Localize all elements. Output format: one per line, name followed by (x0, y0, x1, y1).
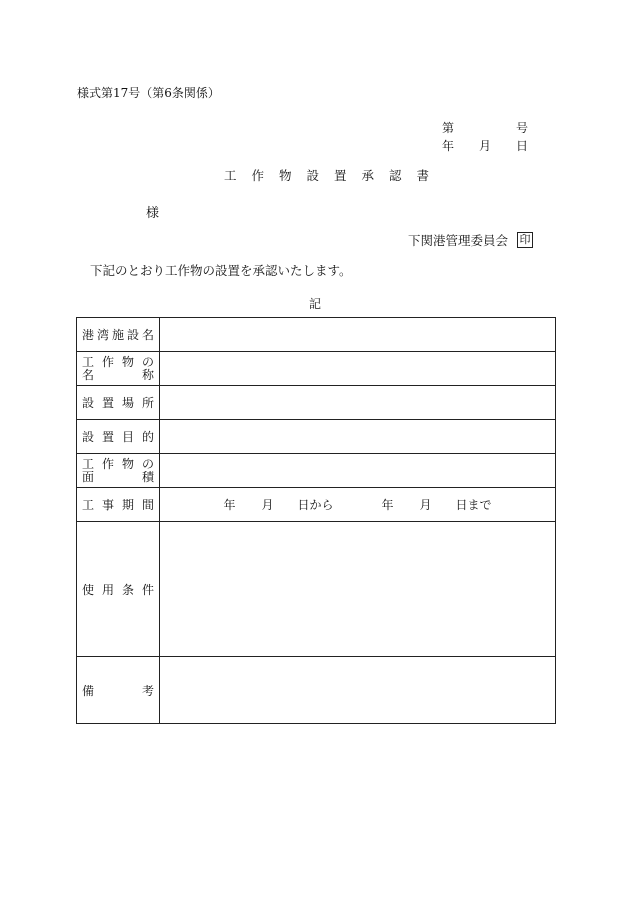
table-row-period (77, 488, 556, 522)
period-year-1: 年 (223, 498, 236, 512)
label-char: 置 (101, 430, 114, 444)
label-cell (77, 522, 160, 657)
label-period (77, 496, 159, 513)
label-char: 事 (101, 498, 114, 512)
document-title: 工作物設置承認書 (224, 168, 445, 183)
label-cell (77, 657, 160, 724)
date-day: 日 (515, 139, 528, 153)
label-char: の (141, 456, 154, 471)
label-char: 的 (141, 430, 154, 444)
label-char: 設 (126, 328, 139, 342)
value-purpose[interactable] (160, 420, 556, 454)
label-char: 期 (121, 498, 134, 512)
label-cell (77, 318, 160, 352)
value-location[interactable] (160, 386, 556, 420)
label-conditions (77, 581, 159, 598)
period-until: 日まで (455, 498, 492, 512)
value-conditions[interactable] (160, 522, 556, 657)
label-port-facility (77, 326, 159, 343)
label-char: 用 (101, 582, 114, 597)
value-structure-name[interactable] (160, 352, 556, 386)
period-text (160, 496, 555, 513)
approval-form-table (76, 317, 556, 724)
label-char: 使 (82, 582, 95, 597)
label-char: 考 (141, 683, 154, 698)
number-suffix: 号 (515, 121, 528, 135)
label-char: 設 (82, 430, 95, 444)
table-row-area (77, 454, 556, 488)
label-char: 所 (141, 396, 154, 410)
label-char: 物 (121, 456, 134, 471)
label-char: 目 (121, 430, 134, 444)
label-char: 作 (101, 456, 114, 471)
label-purpose (77, 428, 159, 445)
label-cell (77, 420, 160, 454)
addressee-suffix: 様 (146, 206, 160, 221)
label-char: 間 (141, 498, 154, 512)
label-char: 名 (82, 367, 95, 382)
label-char: 置 (101, 396, 114, 410)
label-char: 湾 (96, 328, 109, 342)
value-port-facility[interactable] (160, 318, 556, 352)
table-row-purpose (77, 420, 556, 454)
label-char: 工 (82, 354, 95, 369)
label-cell (77, 352, 160, 386)
table-row-location (77, 386, 556, 420)
label-char: の (141, 354, 154, 369)
label-char: 作 (101, 354, 114, 369)
label-char: 工 (82, 456, 95, 471)
label-char: 港 (82, 328, 95, 342)
label-char: 名 (141, 328, 154, 342)
document-number-line (442, 119, 528, 136)
number-prefix: 第 (442, 121, 455, 135)
label-remarks (77, 682, 159, 699)
period-month-2: 月 (419, 498, 432, 512)
label-char: 工 (82, 498, 95, 512)
label-location (77, 394, 159, 411)
issuer (408, 231, 533, 249)
value-period[interactable] (160, 488, 556, 522)
label-char: 面 (82, 469, 95, 484)
table-row-facility (77, 318, 556, 352)
label-char: 設 (82, 396, 95, 410)
value-area[interactable] (160, 454, 556, 488)
label-char: 物 (121, 354, 134, 369)
label-structure-name (77, 356, 159, 382)
table-row-remarks (77, 657, 556, 724)
table-row-conditions (77, 522, 556, 657)
label-area (77, 458, 159, 484)
label-char: 積 (141, 469, 154, 484)
label-char: 備 (82, 683, 95, 698)
period-year-2: 年 (381, 498, 394, 512)
label-cell (77, 488, 160, 522)
date-year: 年 (442, 139, 455, 153)
seal-mark: 印 (517, 232, 533, 248)
table-row-structure-name (77, 352, 556, 386)
issuer-name: 下関港管理委員会 (408, 233, 509, 248)
label-char: 称 (141, 367, 154, 382)
label-char: 施 (111, 328, 124, 342)
period-from: 日から (297, 498, 334, 512)
value-remarks[interactable] (160, 657, 556, 724)
label-char: 場 (121, 396, 134, 410)
date-month: 月 (478, 139, 491, 153)
label-char: 件 (141, 582, 154, 597)
period-month-1: 月 (261, 498, 274, 512)
body-text: 下記のとおり工作物の設置を承認いたします。 (90, 263, 352, 278)
label-cell (77, 454, 160, 488)
label-cell (77, 386, 160, 420)
form-number: 様式第17号（第6条関係） (77, 86, 220, 100)
label-char: 条 (121, 582, 134, 597)
ki-heading: 記 (309, 297, 322, 311)
date-line (442, 137, 528, 154)
